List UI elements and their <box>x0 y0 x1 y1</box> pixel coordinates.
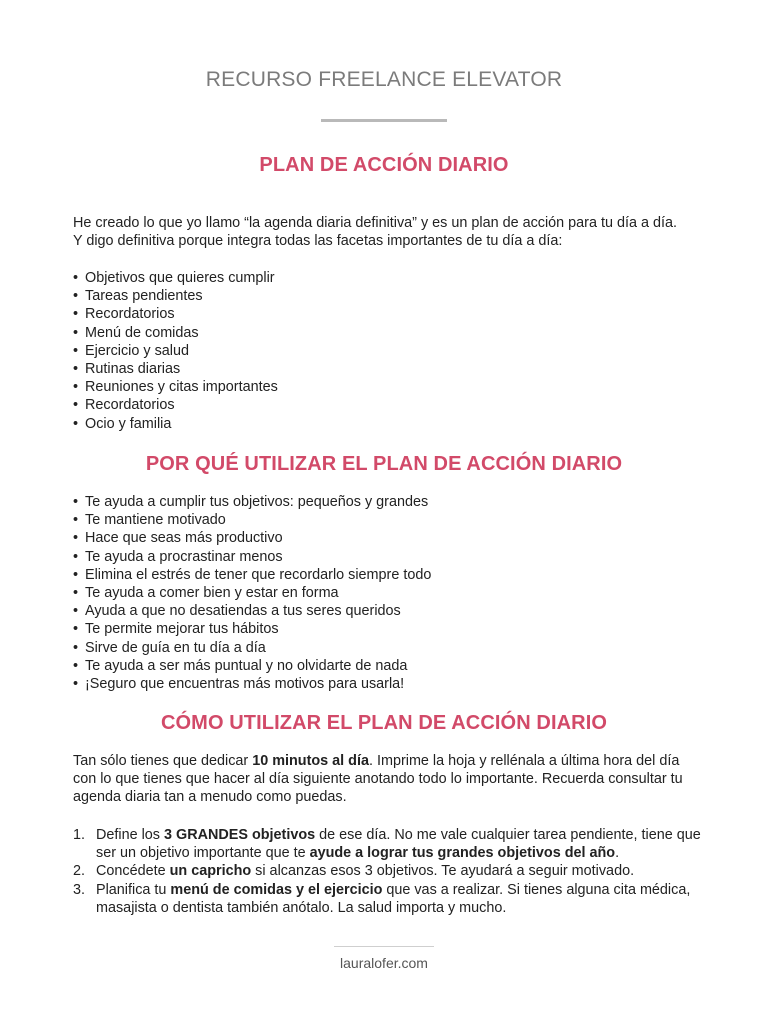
bullet-icon: • <box>73 415 79 432</box>
intro-line-2: Y digo definitiva porque integra todas las facetas importantes de tu día a día: <box>73 233 563 250</box>
bullet-icon: • <box>73 306 79 323</box>
list-item: • Menú de comidas <box>73 324 199 341</box>
list-item: • Objetivos que quieres cumplir <box>73 270 275 286</box>
list-item: • Te ayuda a procrastinar menos <box>73 548 283 565</box>
step-item: 2. Concédete un capricho si alcanzas esos 3 objetivos. Te ayudará a seguir motivado. <box>73 863 635 880</box>
list-item: • Rutinas diarias <box>73 361 181 378</box>
list-item: • Ayuda a que no desatiendas a tus seres queridos <box>73 603 401 620</box>
intro-paragraph <box>73 214 703 250</box>
bullet-icon: • <box>73 621 79 638</box>
list-item: • Te ayuda a ser más puntual y no olvidarte de nada <box>73 657 408 674</box>
footer-divider <box>334 946 434 947</box>
list-item: • Te mantiene motivado <box>73 512 226 529</box>
list-item: • Elimina el estrés de tener que recordarlo siempre todo <box>73 566 432 583</box>
step-number: 1. <box>73 827 86 843</box>
section-title-why: POR QUÉ UTILIZAR EL PLAN DE ACCIÓN DIARIO <box>145 453 623 475</box>
list-item: • Te permite mejorar tus hábitos <box>73 621 279 638</box>
bullet-icon: • <box>73 676 79 693</box>
list-item: • Recordatorios <box>73 397 175 414</box>
emphasis: ayude a lograr tus grandes objetivos del año <box>309 845 616 862</box>
bullet-icon: • <box>73 585 79 602</box>
steps-list <box>73 826 703 917</box>
bullet-icon: • <box>73 657 79 674</box>
bullet-icon: • <box>73 494 79 510</box>
header-divider <box>321 119 447 122</box>
step-item: 1. Define los 3 GRANDES objetivos de ese día. No me vale cualquier tarea pendiente, tiene que ser un objetivo importante que te ayude a lograr tus grandes objetivos del año. <box>73 827 701 862</box>
emphasis: un capricho <box>169 863 252 880</box>
bullet-icon: • <box>73 603 79 620</box>
bullet-icon: • <box>73 288 79 305</box>
list-item: • Tareas pendientes <box>73 288 203 305</box>
intro-line-1: He creado lo que yo llamo “la agenda diaria definitiva” y es un plan de acción para tu día a día. <box>73 215 677 231</box>
how-intro-paragraph: Tan sólo tienes que dedicar 10 minutos al día. Imprime la hoja y rellénala a última hora del día con lo que tienes que hacer al día siguiente anotando todo lo importante. Recuerda consultar tu agenda diaria tan a menudo como puedas. <box>73 753 683 806</box>
emphasis: 10 minutos al día <box>252 753 369 769</box>
footer-website: lauralofer.com <box>340 955 428 971</box>
list-item: • Te ayuda a comer bien y estar en forma <box>73 585 339 602</box>
emphasis: 3 GRANDES objetivos <box>164 827 316 843</box>
bullet-icon: • <box>73 270 79 286</box>
list-item: • Ocio y familia <box>73 415 172 432</box>
step-item: 3. Planifica tu menú de comidas y el ejercicio que vas a realizar. Si tienes alguna cita médica, masajista o dentista también anótalo. La salud importa y mucho. <box>73 881 691 916</box>
list-item: • Recordatorios <box>73 306 175 323</box>
section-title-how: CÓMO UTILIZAR EL PLAN DE ACCIÓN DIARIO <box>160 712 608 734</box>
bullet-icon: • <box>73 361 79 378</box>
bullet-icon: • <box>73 512 79 529</box>
bullet-icon: • <box>73 530 79 547</box>
list-item: • ¡Seguro que encuentras más motivos para usarla! <box>73 676 405 693</box>
facets-list <box>73 269 713 433</box>
emphasis: menú de comidas y el ejercicio <box>170 881 383 898</box>
bullet-icon: • <box>73 324 79 341</box>
list-item: • Hace que seas más productivo <box>73 530 283 547</box>
bullet-icon: • <box>73 379 79 396</box>
section-title-plan: PLAN DE ACCIÓN DIARIO <box>259 154 509 176</box>
bullet-icon: • <box>73 566 79 583</box>
step-number: 3. <box>73 881 86 898</box>
list-item: • Ejercicio y salud <box>73 342 189 359</box>
list-item: • Reuniones y citas importantes <box>73 379 278 396</box>
list-item: • Te ayuda a cumplir tus objetivos: pequeños y grandes <box>73 494 429 510</box>
step-number: 2. <box>73 863 86 880</box>
bullet-icon: • <box>73 397 79 414</box>
reasons-list <box>73 493 713 693</box>
list-item: • Sirve de guía en tu día a día <box>73 639 266 656</box>
resource-header-title: RECURSO FREELANCE ELEVATOR <box>205 68 563 91</box>
bullet-icon: • <box>73 639 79 656</box>
bullet-icon: • <box>73 548 79 565</box>
bullet-icon: • <box>73 342 79 359</box>
